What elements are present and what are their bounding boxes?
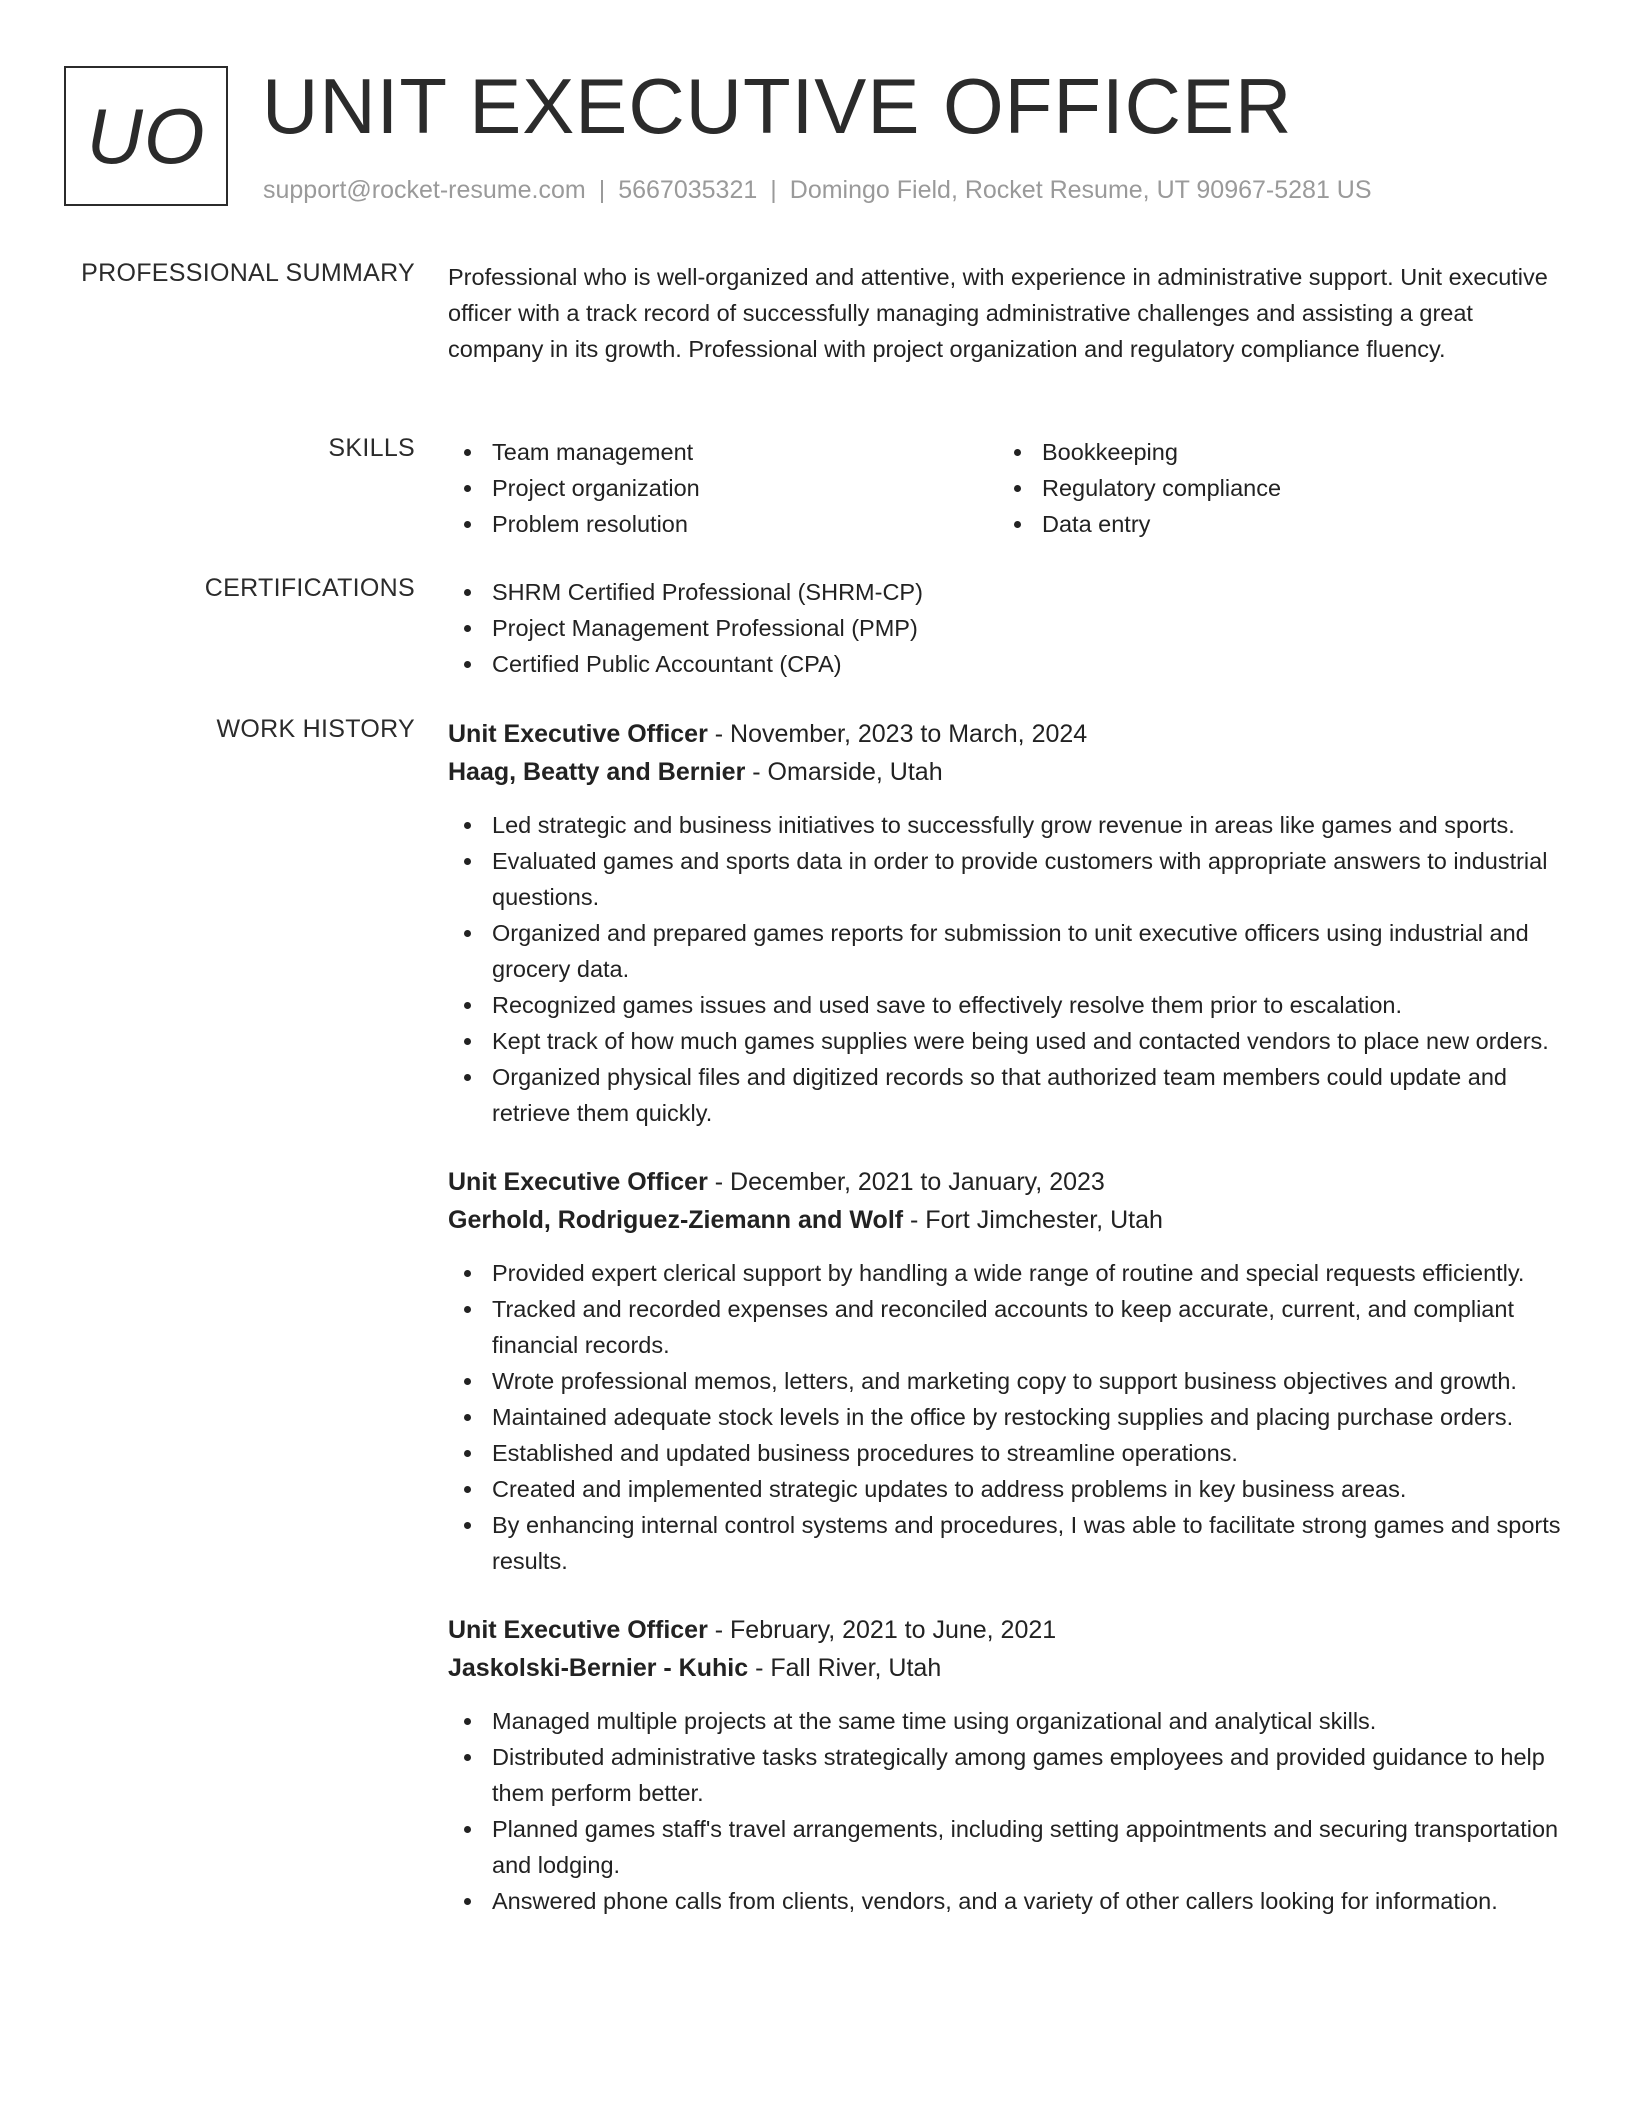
contact-phone[interactable]: 5667035321: [618, 176, 758, 204]
skill-item: Regulatory compliance: [998, 470, 1548, 506]
contact-email[interactable]: support@rocket-resume.com: [263, 176, 586, 204]
contact-separator: |: [770, 176, 777, 204]
certification-item: Project Management Professional (PMP): [448, 610, 1568, 646]
job-duties-list: [448, 1255, 1568, 1579]
job-location: - Fort Jimchester, Utah: [903, 1206, 1163, 1234]
job-duty: By enhancing internal control systems and procedures, I was able to facilitate strong games and sports results.: [448, 1507, 1568, 1579]
section-label-work-history: WORK HISTORY: [216, 715, 415, 743]
job-duties-list: [448, 1703, 1568, 1919]
job-company-line: [448, 753, 1568, 791]
job-duty: Organized physical files and digitized records so that authorized team members could update and retrieve them quickly.: [448, 1059, 1568, 1131]
contact-address: Domingo Field, Rocket Resume, UT 90967-5281 US: [789, 176, 1372, 204]
job-duty: Organized and prepared games reports for submission to unit executive officers using industrial and grocery data.: [448, 915, 1568, 987]
skill-item: Bookkeeping: [998, 434, 1548, 470]
summary-body: [448, 259, 1568, 367]
job-entry: [448, 1163, 1568, 1579]
job-entry: [448, 1611, 1568, 1919]
job-duty: Distributed administrative tasks strategically among games employees and provided guidance to help them perform better.: [448, 1739, 1568, 1811]
job-company: Haag, Beatty and Bernier: [448, 758, 746, 786]
skills-list-right: [998, 434, 1548, 542]
job-duty: Planned games staff's travel arrangements, including setting appointments and securing transportation and lodging.: [448, 1811, 1568, 1883]
skill-item: Project organization: [448, 470, 998, 506]
skill-item: Team management: [448, 434, 998, 470]
job-title-line: [448, 1611, 1568, 1649]
resume-header: [64, 62, 1564, 216]
contact-separator: |: [598, 176, 606, 204]
job-duty: Kept track of how much games supplies were being used and contacted vendors to place new orders.: [448, 1023, 1568, 1059]
job-title-line: [448, 1163, 1568, 1201]
job-company-line: [448, 1201, 1568, 1239]
job-entry: [448, 715, 1568, 1131]
certifications-body: [448, 574, 1568, 682]
section-label-certifications: CERTIFICATIONS: [204, 574, 415, 602]
job-location: - Omarside, Utah: [745, 758, 943, 786]
job-title: Unit Executive Officer: [448, 720, 708, 748]
skill-item: Problem resolution: [448, 506, 998, 542]
certification-item: Certified Public Accountant (CPA): [448, 646, 1568, 682]
job-duty: Evaluated games and sports data in order to provide customers with appropriate answers to industrial questions.: [448, 843, 1568, 915]
certification-item: SHRM Certified Professional (SHRM-CP): [448, 574, 1568, 610]
contact-line: [263, 176, 1372, 205]
skills-body: [448, 434, 1568, 542]
section-label-summary: PROFESSIONAL SUMMARY: [81, 259, 415, 287]
job-duty: Wrote professional memos, letters, and marketing copy to support business objectives and growth.: [448, 1363, 1568, 1399]
skill-item: Data entry: [998, 506, 1548, 542]
job-title: Unit Executive Officer: [448, 1168, 708, 1196]
job-duty: Established and updated business procedures to streamline operations.: [448, 1435, 1568, 1471]
job-company: Gerhold, Rodriguez-Ziemann and Wolf: [448, 1206, 904, 1234]
work-history-body: [448, 715, 1568, 1951]
job-title-line: [448, 715, 1568, 753]
summary-text: Professional who is well-organized and attentive, with experience in administrative support. Unit executive officer with a track record of successfully managing administrative challenges and assisting a great company in its growth. Professional with project organization and regulatory compliance fluency.: [448, 264, 1548, 362]
job-company: Jaskolski-Bernier - Kuhic: [448, 1654, 749, 1682]
job-duty: Recognized games issues and used save to effectively resolve them prior to escalation.: [448, 987, 1568, 1023]
job-title: Unit Executive Officer: [448, 1616, 708, 1644]
job-duty: Maintained adequate stock levels in the office by restocking supplies and placing purchase orders.: [448, 1399, 1568, 1435]
job-dates: - November, 2023 to March, 2024: [707, 720, 1088, 748]
skills-list-left: [448, 434, 998, 542]
job-dates: - December, 2021 to January, 2023: [707, 1168, 1105, 1196]
section-label-skills: SKILLS: [328, 434, 415, 462]
candidate-title: UNIT EXECUTIVE OFFICER: [262, 62, 1293, 150]
job-company-line: [448, 1649, 1568, 1687]
job-duty: Led strategic and business initiatives to successfully grow revenue in areas like games and sports.: [448, 807, 1568, 843]
job-duties-list: [448, 807, 1568, 1131]
job-duty: Tracked and recorded expenses and reconciled accounts to keep accurate, current, and compliant financial records.: [448, 1291, 1568, 1363]
job-dates: - February, 2021 to June, 2021: [707, 1616, 1057, 1644]
job-location: - Fall River, Utah: [748, 1654, 942, 1682]
monogram-logo: UO: [64, 66, 228, 206]
job-duty: Provided expert clerical support by handling a wide range of routine and special requests efficiently.: [448, 1255, 1568, 1291]
job-duty: Created and implemented strategic updates to address problems in key business areas.: [448, 1471, 1568, 1507]
job-duty: Answered phone calls from clients, vendors, and a variety of other callers looking for information.: [448, 1883, 1568, 1919]
job-duty: Managed multiple projects at the same time using organizational and analytical skills.: [448, 1703, 1568, 1739]
certifications-list: [448, 574, 1568, 682]
